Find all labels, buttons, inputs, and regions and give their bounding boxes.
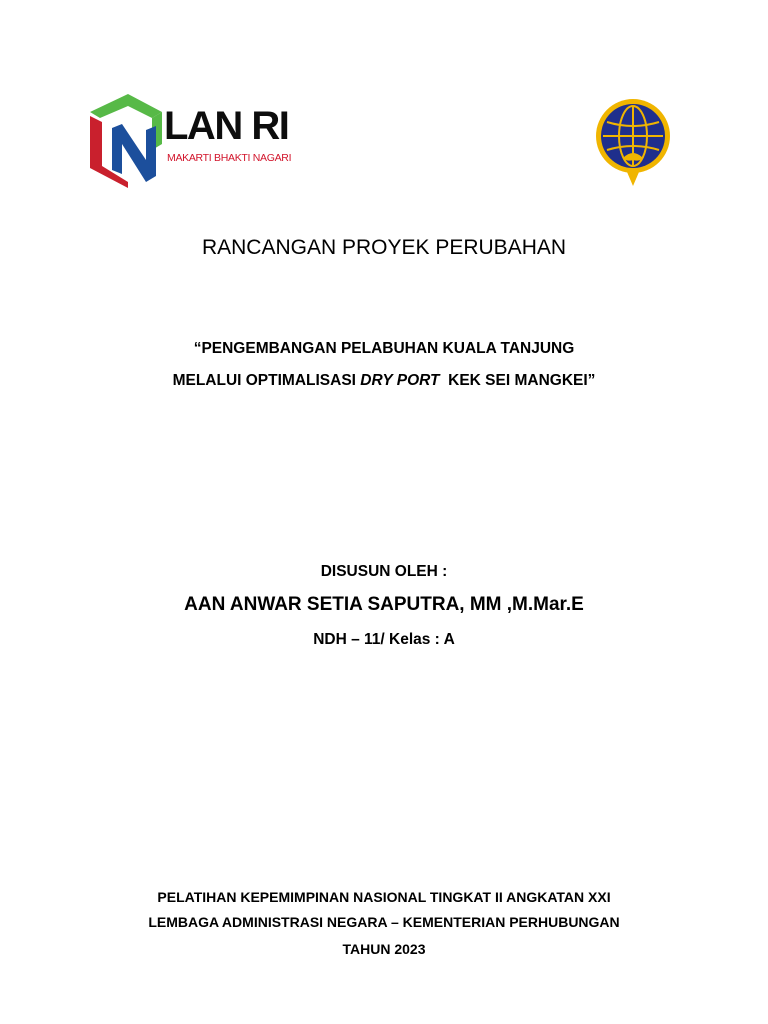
project-title-line-2-suffix: KEK SEI MANGKEI”: [439, 372, 596, 389]
lan-ri-wordmark: LAN RI: [164, 104, 289, 148]
lan-ri-logo: [88, 92, 308, 192]
project-title-dry-port: DRY PORT: [360, 372, 440, 389]
project-title-line-1: “PENGEMBANGAN PELABUHAN KUALA TANJUNG: [193, 340, 575, 357]
training-program-name: PELATIHAN KEPEMIMPINAN NASIONAL TINGKAT II ANGKATAN XXI: [157, 889, 611, 905]
kemenhub-emblem-icon: [593, 96, 673, 188]
document-year: TAHUN 2023: [342, 941, 426, 957]
institution-names: LEMBAGA ADMINISTRASI NEGARA – KEMENTERIAN PERHUBUNGAN: [148, 914, 620, 930]
project-title-line-2-prefix: MELALUI OPTIMALISASI: [172, 372, 361, 389]
author-ndh-class: NDH – 11/ Kelas : A: [313, 631, 455, 648]
lan-ri-tagline: MAKARTI BHAKTI NAGARI: [167, 152, 292, 164]
project-title-line-2: [0, 371, 768, 391]
lan-ri-emblem-icon: [88, 92, 168, 190]
author-label: DISUSUN OLEH :: [320, 563, 448, 580]
document-title: RANCANGAN PROYEK PERUBAHAN: [201, 236, 567, 259]
author-name: AAN ANWAR SETIA SAPUTRA, MM ,M.Mar.E: [184, 594, 584, 615]
